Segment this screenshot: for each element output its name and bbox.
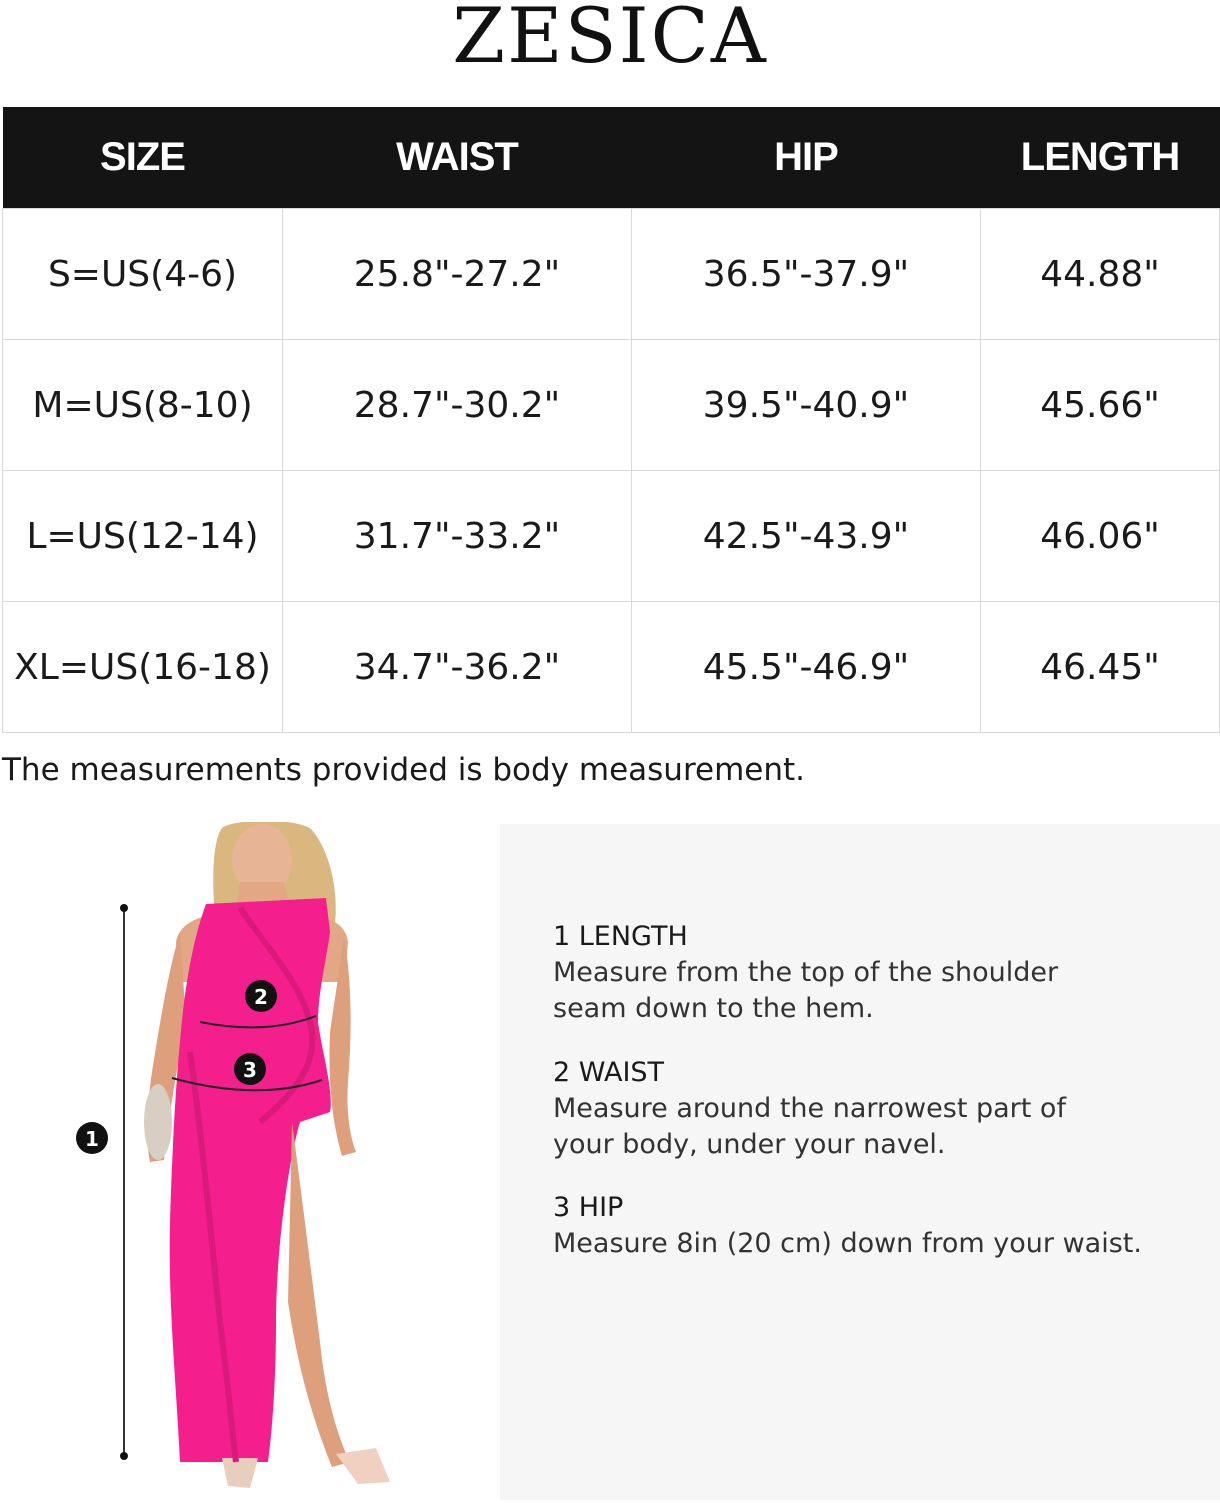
cell-waist: 25.8"-27.2" [283,209,632,340]
cell-hip: 45.5"-46.9" [632,602,981,733]
cell-waist: 34.7"-36.2" [283,602,632,733]
cell-size: L=US(12-14) [3,471,283,602]
cell-length: 46.06" [981,471,1220,602]
header-length: LENGTH [981,107,1220,209]
table-row [3,471,1220,602]
cell-waist: 28.7"-30.2" [283,340,632,471]
brand-logo: ZESICA [452,0,768,80]
cell-size: XL=US(16-18) [3,602,283,733]
guide-length-title: 1 LENGTH [553,921,688,952]
header-size: SIZE [3,107,283,209]
guide-waist-line1: Measure around the narrowest part of [553,1093,1066,1124]
table-row [3,209,1220,340]
cell-length: 46.45" [981,602,1220,733]
guide-hip-line1: Measure 8in (20 cm) down from your waist. [553,1228,1142,1259]
cell-length: 45.66" [981,340,1220,471]
cell-size: M=US(8-10) [3,340,283,471]
guide-waist-line2: your body, under your navel. [553,1129,946,1160]
table-row [3,602,1220,733]
shoe-right [336,1448,390,1484]
clutch-bag [144,1084,172,1160]
cell-size: S=US(4-6) [3,209,283,340]
cell-hip: 39.5"-40.9" [632,340,981,471]
header-waist: WAIST [283,107,632,209]
model-illustration [0,822,500,1500]
cell-hip: 42.5"-43.9" [632,471,981,602]
cell-hip: 36.5"-37.9" [632,209,981,340]
marker-1-label: 1 [85,1127,99,1151]
guide-length-line2: seam down to the hem. [553,993,874,1024]
header-hip: HIP [632,107,981,209]
cell-waist: 31.7"-33.2" [283,471,632,602]
leg-shape [288,1122,350,1467]
cell-length: 44.88" [981,209,1220,340]
measurement-note: The measurements provided is body measurement. [2,752,806,788]
guide-hip-title: 3 HIP [553,1192,624,1223]
measurement-guide [500,824,1220,1500]
shoe-left [222,1458,258,1488]
table-header-row [3,107,1220,209]
guide-length-line1: Measure from the top of the shoulder [553,957,1059,988]
guide-waist-title: 2 WAIST [553,1057,665,1088]
guide-hip [553,1190,1142,1262]
marker-2-label: 2 [254,985,268,1009]
size-chart-table [2,107,1220,733]
guide-length [553,919,1058,1027]
model-figure [0,822,500,1500]
table-row [3,340,1220,471]
marker-3-label: 3 [243,1058,257,1082]
guide-waist [553,1055,1066,1163]
